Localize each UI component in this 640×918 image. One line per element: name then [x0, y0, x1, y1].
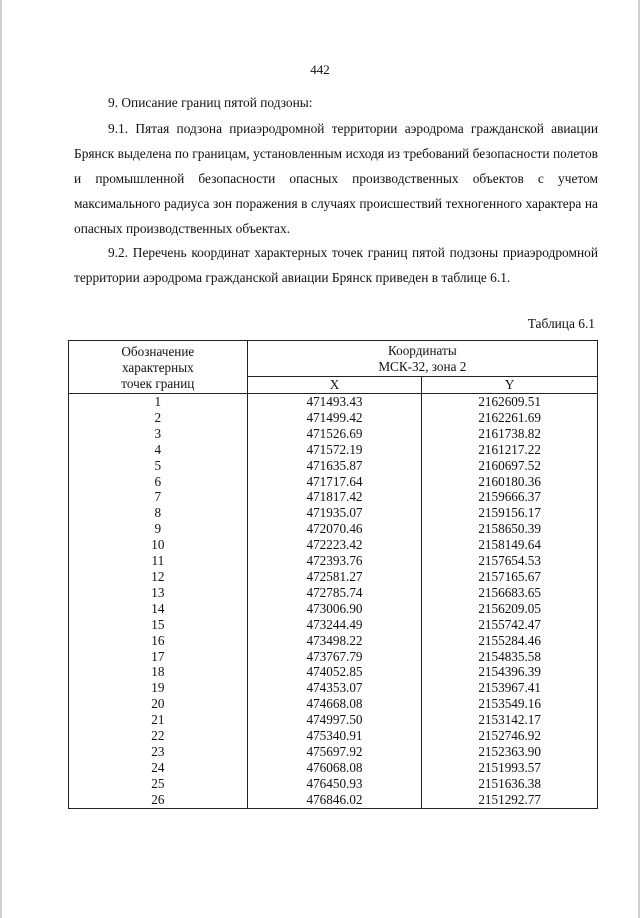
cell-x: 471493.43	[247, 394, 422, 410]
scan-edge-left	[0, 0, 2, 918]
cell-y: 2160697.52	[422, 458, 598, 474]
cell-x: 476846.02	[247, 792, 422, 808]
table-row	[69, 569, 598, 585]
table-row	[69, 776, 598, 792]
cell-y: 2156683.65	[422, 585, 598, 601]
cell-y: 2159666.37	[422, 489, 598, 505]
cell-x: 471935.07	[247, 505, 422, 521]
cell-x: 476450.93	[247, 776, 422, 792]
header-coordinates	[247, 341, 597, 377]
cell-x: 474052.85	[247, 664, 422, 680]
cell-point: 12	[69, 569, 248, 585]
cell-point: 6	[69, 474, 248, 490]
cell-point: 4	[69, 442, 248, 458]
cell-x: 476068.08	[247, 760, 422, 776]
cell-point: 2	[69, 410, 248, 426]
header-points-line2: характерных	[121, 360, 194, 375]
cell-point: 23	[69, 744, 248, 760]
table-row	[69, 585, 598, 601]
cell-x: 473767.79	[247, 649, 422, 665]
cell-point: 19	[69, 680, 248, 696]
table-header	[69, 341, 598, 394]
table-row	[69, 410, 598, 426]
cell-point: 1	[69, 394, 248, 410]
table-row	[69, 521, 598, 537]
cell-x: 472223.42	[247, 537, 422, 553]
table-row	[69, 744, 598, 760]
header-coordinates-line1: Координаты	[387, 343, 457, 358]
cell-point: 20	[69, 696, 248, 712]
cell-y: 2156209.05	[422, 601, 598, 617]
cell-point: 5	[69, 458, 248, 474]
cell-point: 3	[69, 426, 248, 442]
cell-x: 473006.90	[247, 601, 422, 617]
cell-y: 2157654.53	[422, 553, 598, 569]
cell-point: 15	[69, 617, 248, 633]
table-row	[69, 792, 598, 808]
header-points-line1: Обозначение	[121, 344, 195, 359]
header-points-line3: точек границ	[121, 376, 195, 391]
table-row	[69, 664, 598, 680]
cell-y: 2161738.82	[422, 426, 598, 442]
cell-y: 2162609.51	[422, 394, 598, 410]
cell-point: 14	[69, 601, 248, 617]
cell-x: 471526.69	[247, 426, 422, 442]
cell-y: 2152363.90	[422, 744, 598, 760]
header-x: X	[247, 377, 422, 394]
header-y: Y	[422, 377, 598, 394]
cell-point: 17	[69, 649, 248, 665]
cell-point: 10	[69, 537, 248, 553]
table-row	[69, 553, 598, 569]
cell-y: 2157165.67	[422, 569, 598, 585]
cell-point: 18	[69, 664, 248, 680]
cell-y: 2151292.77	[422, 792, 598, 808]
cell-y: 2160180.36	[422, 474, 598, 490]
table-row	[69, 505, 598, 521]
cell-y: 2151636.38	[422, 776, 598, 792]
coordinates-table	[68, 340, 598, 809]
cell-y: 2154396.39	[422, 664, 598, 680]
cell-y: 2161217.22	[422, 442, 598, 458]
cell-x: 474997.50	[247, 712, 422, 728]
cell-y: 2155284.46	[422, 633, 598, 649]
table-row	[69, 712, 598, 728]
table-row	[69, 394, 598, 410]
cell-y: 2152746.92	[422, 728, 598, 744]
cell-x: 473244.49	[247, 617, 422, 633]
cell-x: 474353.07	[247, 680, 422, 696]
cell-point: 24	[69, 760, 248, 776]
cell-point: 21	[69, 712, 248, 728]
cell-point: 22	[69, 728, 248, 744]
cell-x: 472785.74	[247, 585, 422, 601]
cell-y: 2158149.64	[422, 537, 598, 553]
cell-y: 2153142.17	[422, 712, 598, 728]
cell-x: 475340.91	[247, 728, 422, 744]
cell-point: 9	[69, 521, 248, 537]
table-row	[69, 633, 598, 649]
cell-x: 472070.46	[247, 521, 422, 537]
cell-x: 474668.08	[247, 696, 422, 712]
cell-x: 471717.64	[247, 474, 422, 490]
table-row	[69, 426, 598, 442]
cell-x: 471499.42	[247, 410, 422, 426]
cell-y: 2151993.57	[422, 760, 598, 776]
table-row	[69, 474, 598, 490]
table-row	[69, 489, 598, 505]
cell-y: 2153549.16	[422, 696, 598, 712]
cell-x: 471572.19	[247, 442, 422, 458]
cell-point: 16	[69, 633, 248, 649]
cell-x: 471635.87	[247, 458, 422, 474]
cell-x: 472581.27	[247, 569, 422, 585]
cell-y: 2153967.41	[422, 680, 598, 696]
paragraph-9-1: 9.1. Пятая подзона приаэродромной территории аэродрома гражданской авиации Брянск выделена по границам, установленным исходя из требований безопасности полетов и промышленной безопасности опасных производственных объектов с учетом максимального радиуса зон поражения в случаях происшествий техногенного характера на опасных производственных объектах.	[74, 121, 598, 236]
cell-y: 2158650.39	[422, 521, 598, 537]
cell-x: 471817.42	[247, 489, 422, 505]
cell-point: 13	[69, 585, 248, 601]
paragraph-9-2: 9.2. Перечень координат характерных точек границ пятой подзоны приаэродромной территории аэродрома гражданской авиации Брянск приведен в таблице 6.1.	[74, 245, 598, 285]
page-number: 442	[310, 62, 330, 77]
cell-y: 2155742.47	[422, 617, 598, 633]
table-row	[69, 601, 598, 617]
cell-x: 473498.22	[247, 633, 422, 649]
table-row	[69, 537, 598, 553]
cell-x: 475697.92	[247, 744, 422, 760]
cell-point: 25	[69, 776, 248, 792]
header-coordinates-line2: МСК-32, зона 2	[378, 359, 467, 374]
cell-y: 2162261.69	[422, 410, 598, 426]
table-row	[69, 649, 598, 665]
table-row	[69, 728, 598, 744]
table-body	[69, 394, 598, 809]
cell-point: 8	[69, 505, 248, 521]
table-row	[69, 696, 598, 712]
cell-y: 2154835.58	[422, 649, 598, 665]
table-row	[69, 617, 598, 633]
cell-point: 11	[69, 553, 248, 569]
cell-point: 7	[69, 489, 248, 505]
table-row	[69, 680, 598, 696]
table-row	[69, 458, 598, 474]
cell-y: 2159156.17	[422, 505, 598, 521]
cell-point: 26	[69, 792, 248, 808]
table-caption: Таблица 6.1	[527, 316, 595, 331]
table-row	[69, 760, 598, 776]
header-points	[69, 341, 248, 394]
section-heading: 9. Описание границ пятой подзоны:	[108, 95, 313, 110]
table-row	[69, 442, 598, 458]
cell-x: 472393.76	[247, 553, 422, 569]
